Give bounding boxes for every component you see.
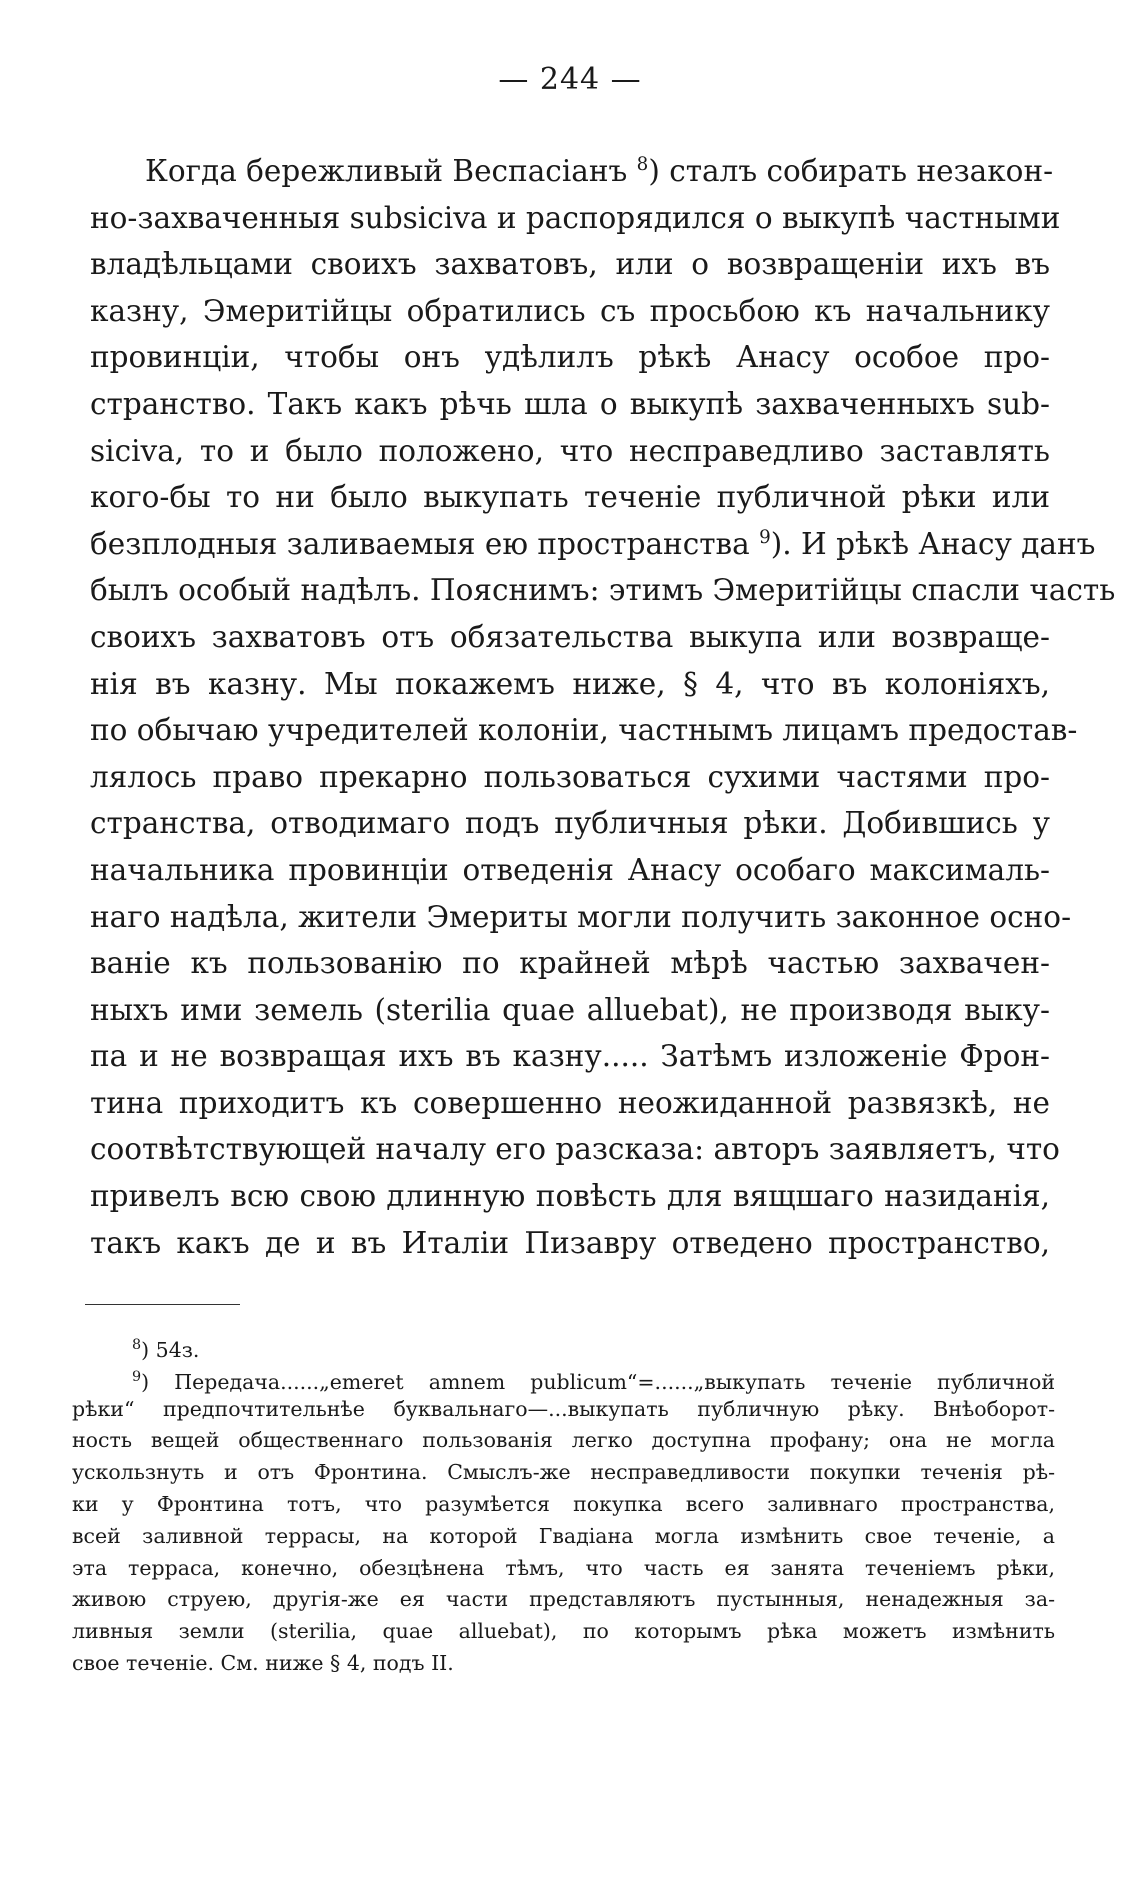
text-line: своихъ захватовъ отъ обязательства выкупа или возвраще-	[90, 619, 1050, 654]
footnote-9-line: ливныя земли (sterilia, quae alluebat), по которымъ рѣка можетъ измѣнить	[72, 1619, 1055, 1644]
footnote-9-line: рѣки“ предпочтительнѣе буквальнаго—...выкупать публичную рѣку. Внѣоборот-	[72, 1396, 1055, 1421]
text-line: привелъ всю свою длинную повѣсть для вящшаго назиданія,	[90, 1179, 1050, 1214]
text-line: siciva, то и было положено, что несправедливо заставлять	[90, 433, 1050, 468]
text-line: ныхъ ими земель (sterilia quae alluebat), не производя выку-	[90, 992, 1050, 1027]
footnote-9-line: ность вещей общественнаго пользованія легко доступна профану; она не могла	[72, 1428, 1055, 1453]
footnote-9-line: свое теченіе. См. ниже § 4, подъ II.	[72, 1650, 454, 1675]
footnote-8: $^8$) 54з.	[132, 1337, 200, 1362]
text-line: па и не возвращая ихъ въ казну..... Затѣмъ изложеніе Фрон-	[90, 1039, 1050, 1074]
text-line: Когда бережливый Веспасіанъ $^8$) сталъ собирать незакон-	[145, 154, 1054, 188]
page-number: — 244 —	[498, 62, 642, 97]
footnote-9-line: эта терраса, конечно, обезцѣнена тѣмъ, что часть ея занята теченіемъ рѣки,	[72, 1555, 1055, 1580]
footnote-marker: 9	[132, 1368, 142, 1385]
footnote-9-line: живою струею, другія-же ея части представляютъ пустынныя, ненадежныя за-	[72, 1587, 1055, 1612]
footnote-9-line: $^9$) Передача......„emeret amnem publicum“=......„выкупать теченіе публичной	[132, 1368, 1055, 1394]
footnote-ref-9: 9	[759, 526, 771, 548]
text-line: лялось право прекарно пользоваться сухими частями про-	[90, 759, 1050, 794]
text-line: странство. Такъ какъ рѣчь шла о выкупѣ захваченныхъ sub-	[90, 386, 1050, 421]
main-text	[90, 148, 1116, 1266]
footnote-9-line: всей заливной террасы, на которой Гвадіана могла измѣнить свое теченіе, а	[72, 1523, 1055, 1548]
text-line: казну, Эмеритійцы обратились съ просьбою къ начальнику	[90, 293, 1050, 328]
text-line: странства, отводимаго подъ публичныя рѣки. Добившись у	[90, 806, 1050, 841]
text-line: ваніе къ пользованію по крайней мѣрѣ частью захвачен-	[90, 946, 1050, 981]
text-line: былъ особый надѣлъ. Пояснимъ: этимъ Эмеритійцы спасли часть	[90, 573, 1116, 608]
footnote-9-line: ки у Фронтина тотъ, что разумѣется покупка всего заливнаго пространства,	[72, 1491, 1055, 1516]
footnotes	[72, 1330, 1055, 1680]
text-line: провинціи, чтобы онъ удѣлилъ рѣкѣ Анасу особое про-	[90, 340, 1050, 375]
text-line: кого-бы то ни было выкупать теченіе публичной рѣки или	[90, 480, 1050, 515]
text-line: по обычаю учредителей колоніи, частнымъ лицамъ предостав-	[90, 713, 1078, 748]
footnote-ref-8: 8	[636, 154, 649, 176]
text-line: но-захваченныя subsiciva и распорядился о выкупѣ частными	[90, 200, 1061, 235]
footnote-9-line: ускользнуть и отъ Фронтина. Смыслъ-же несправедливости покупки теченія рѣ-	[72, 1460, 1055, 1485]
footnote-separator	[85, 1304, 240, 1305]
text-line: наго надѣла, жители Эмериты могли получить законное осно-	[90, 899, 1072, 934]
text-line: тина приходитъ къ совершенно неожиданной развязкѣ, не	[90, 1085, 1050, 1120]
text-line: соотвѣтствующей началу его разсказа: авторъ заявляетъ, что	[90, 1132, 1060, 1167]
text-line: нія въ казну. Мы покажемъ ниже, § 4, что въ колоніяхъ,	[90, 666, 1050, 701]
text-line: такъ какъ де и въ Италіи Пизавру отведено пространство,	[90, 1225, 1050, 1260]
text-line: начальника провинціи отведенія Анасу особаго максималь-	[90, 852, 1050, 887]
footnote-marker: 8	[132, 1337, 142, 1353]
text-line: владѣльцами своихъ захватовъ, или о возвращеніи ихъ въ	[90, 247, 1050, 282]
text-line: безплодныя заливаемыя ею пространства $^9$). И рѣкѣ Анасу данъ	[90, 526, 1096, 561]
